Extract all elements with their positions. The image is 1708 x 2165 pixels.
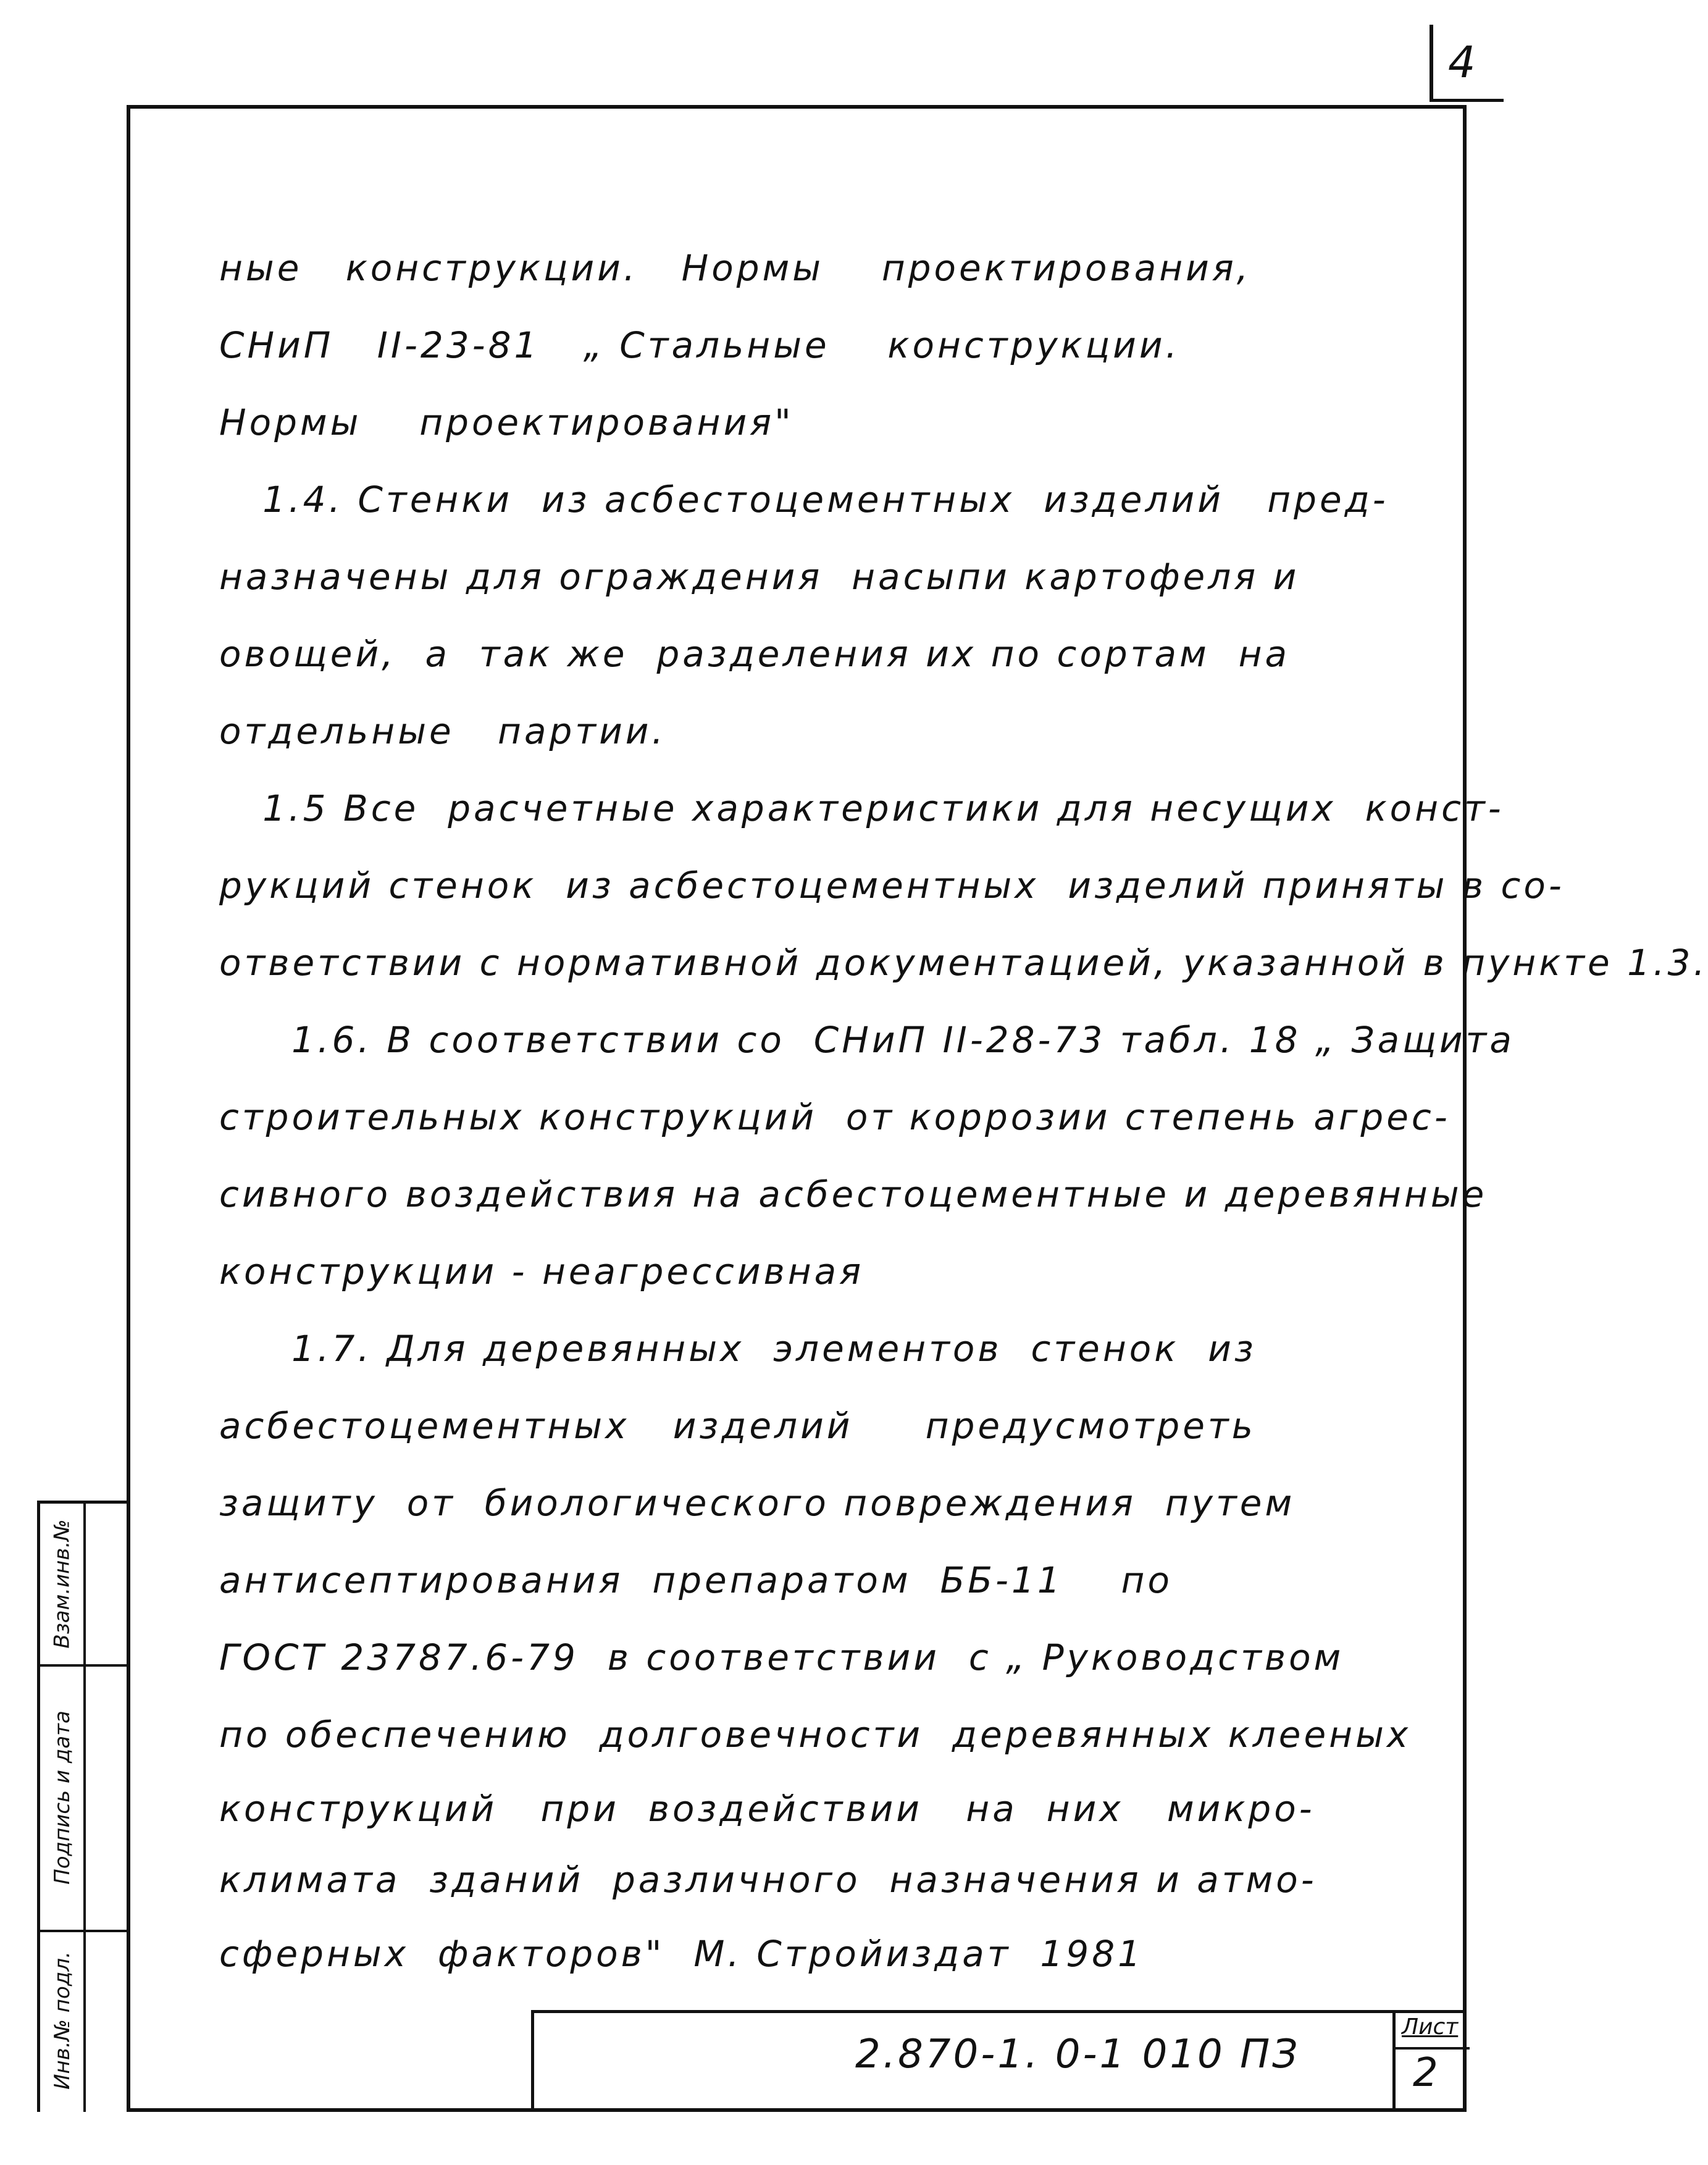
corner-horizontal-rule xyxy=(1430,99,1504,102)
stamp-label-podpis-data: Подпись и дата xyxy=(50,1711,75,1885)
text-line: 1.5 Все расчетные характеристики для несущих конст- xyxy=(219,787,1504,829)
text-line: конструкций при воздействии на них микро- xyxy=(219,1788,1315,1830)
text-line: отдельные партии. xyxy=(219,710,666,752)
text-line: овощей, а так же разделения их по сортам на xyxy=(219,633,1291,675)
text-line: 1.4. Стенки из асбестоцементных изделий пред- xyxy=(219,479,1389,521)
text-line: асбестоцементных изделий предусмотреть xyxy=(219,1405,1256,1447)
text-line: ные конструкции. Нормы проектирования, xyxy=(219,247,1252,289)
text-line: климата зданий различного назначения и атмо- xyxy=(219,1859,1317,1901)
sheet-label: Лист xyxy=(1402,2014,1459,2040)
stamp-cell-podpis-data xyxy=(43,1665,82,1930)
text-line: СНиП II-23-81 „ Стальные конструкции. xyxy=(219,324,1181,366)
text-line: антисептирования препаратом ББ-11 по xyxy=(219,1559,1173,1601)
stamp-cell-vzam-inv xyxy=(43,1504,82,1664)
stamp-label-vzam-inv: Взам.инв.№ xyxy=(50,1519,75,1649)
text-line: сферных факторов" М. Стройиздат 1981 xyxy=(219,1933,1144,1975)
text-line: Нормы проектирования" xyxy=(219,401,794,443)
stamp-cell-inv-podl xyxy=(43,1931,82,2110)
text-line: рукций стенок из асбестоцементных изделий приняты в со- xyxy=(219,865,1565,907)
text-line: 1.7. Для деревянных элементов стенок из xyxy=(219,1328,1257,1370)
side-stamp xyxy=(37,1501,127,2112)
text-line: ГОСТ 23787.6-79 в соответствии с „ Руководством xyxy=(219,1636,1344,1678)
page-number: 4 xyxy=(1448,37,1476,88)
text-line: защиту от биологического повреждения путем xyxy=(219,1482,1296,1524)
text-line: 1.6. В соответствии со СНиП II-28-73 табл. 18 „ Защита xyxy=(219,1019,1515,1061)
text-line: по обеспечению долговечности деревянных клееных xyxy=(219,1714,1412,1756)
text-line: конструкции - неагрессивная xyxy=(219,1250,864,1292)
text-line: сивного воздействия на асбестоцементные и деревянные xyxy=(219,1173,1488,1215)
document-code: 2.870-1. 0-1 010 ПЗ xyxy=(855,2032,1300,2077)
text-line: назначены для ограждения насыпи картофеля и xyxy=(219,556,1300,598)
sheet-cell xyxy=(1392,2013,1467,2112)
text-line: ответствии с нормативной документацией, указанной в пункте 1.3. xyxy=(219,942,1708,984)
sheet-number: 2 xyxy=(1413,2050,1438,2096)
title-block xyxy=(531,2010,1467,2112)
text-line: строительных конструкций от коррозии степень агрес- xyxy=(219,1096,1451,1138)
stamp-label-inv-podl: Инв.№ подл. xyxy=(50,1951,75,2090)
corner-vertical-rule xyxy=(1430,25,1433,102)
